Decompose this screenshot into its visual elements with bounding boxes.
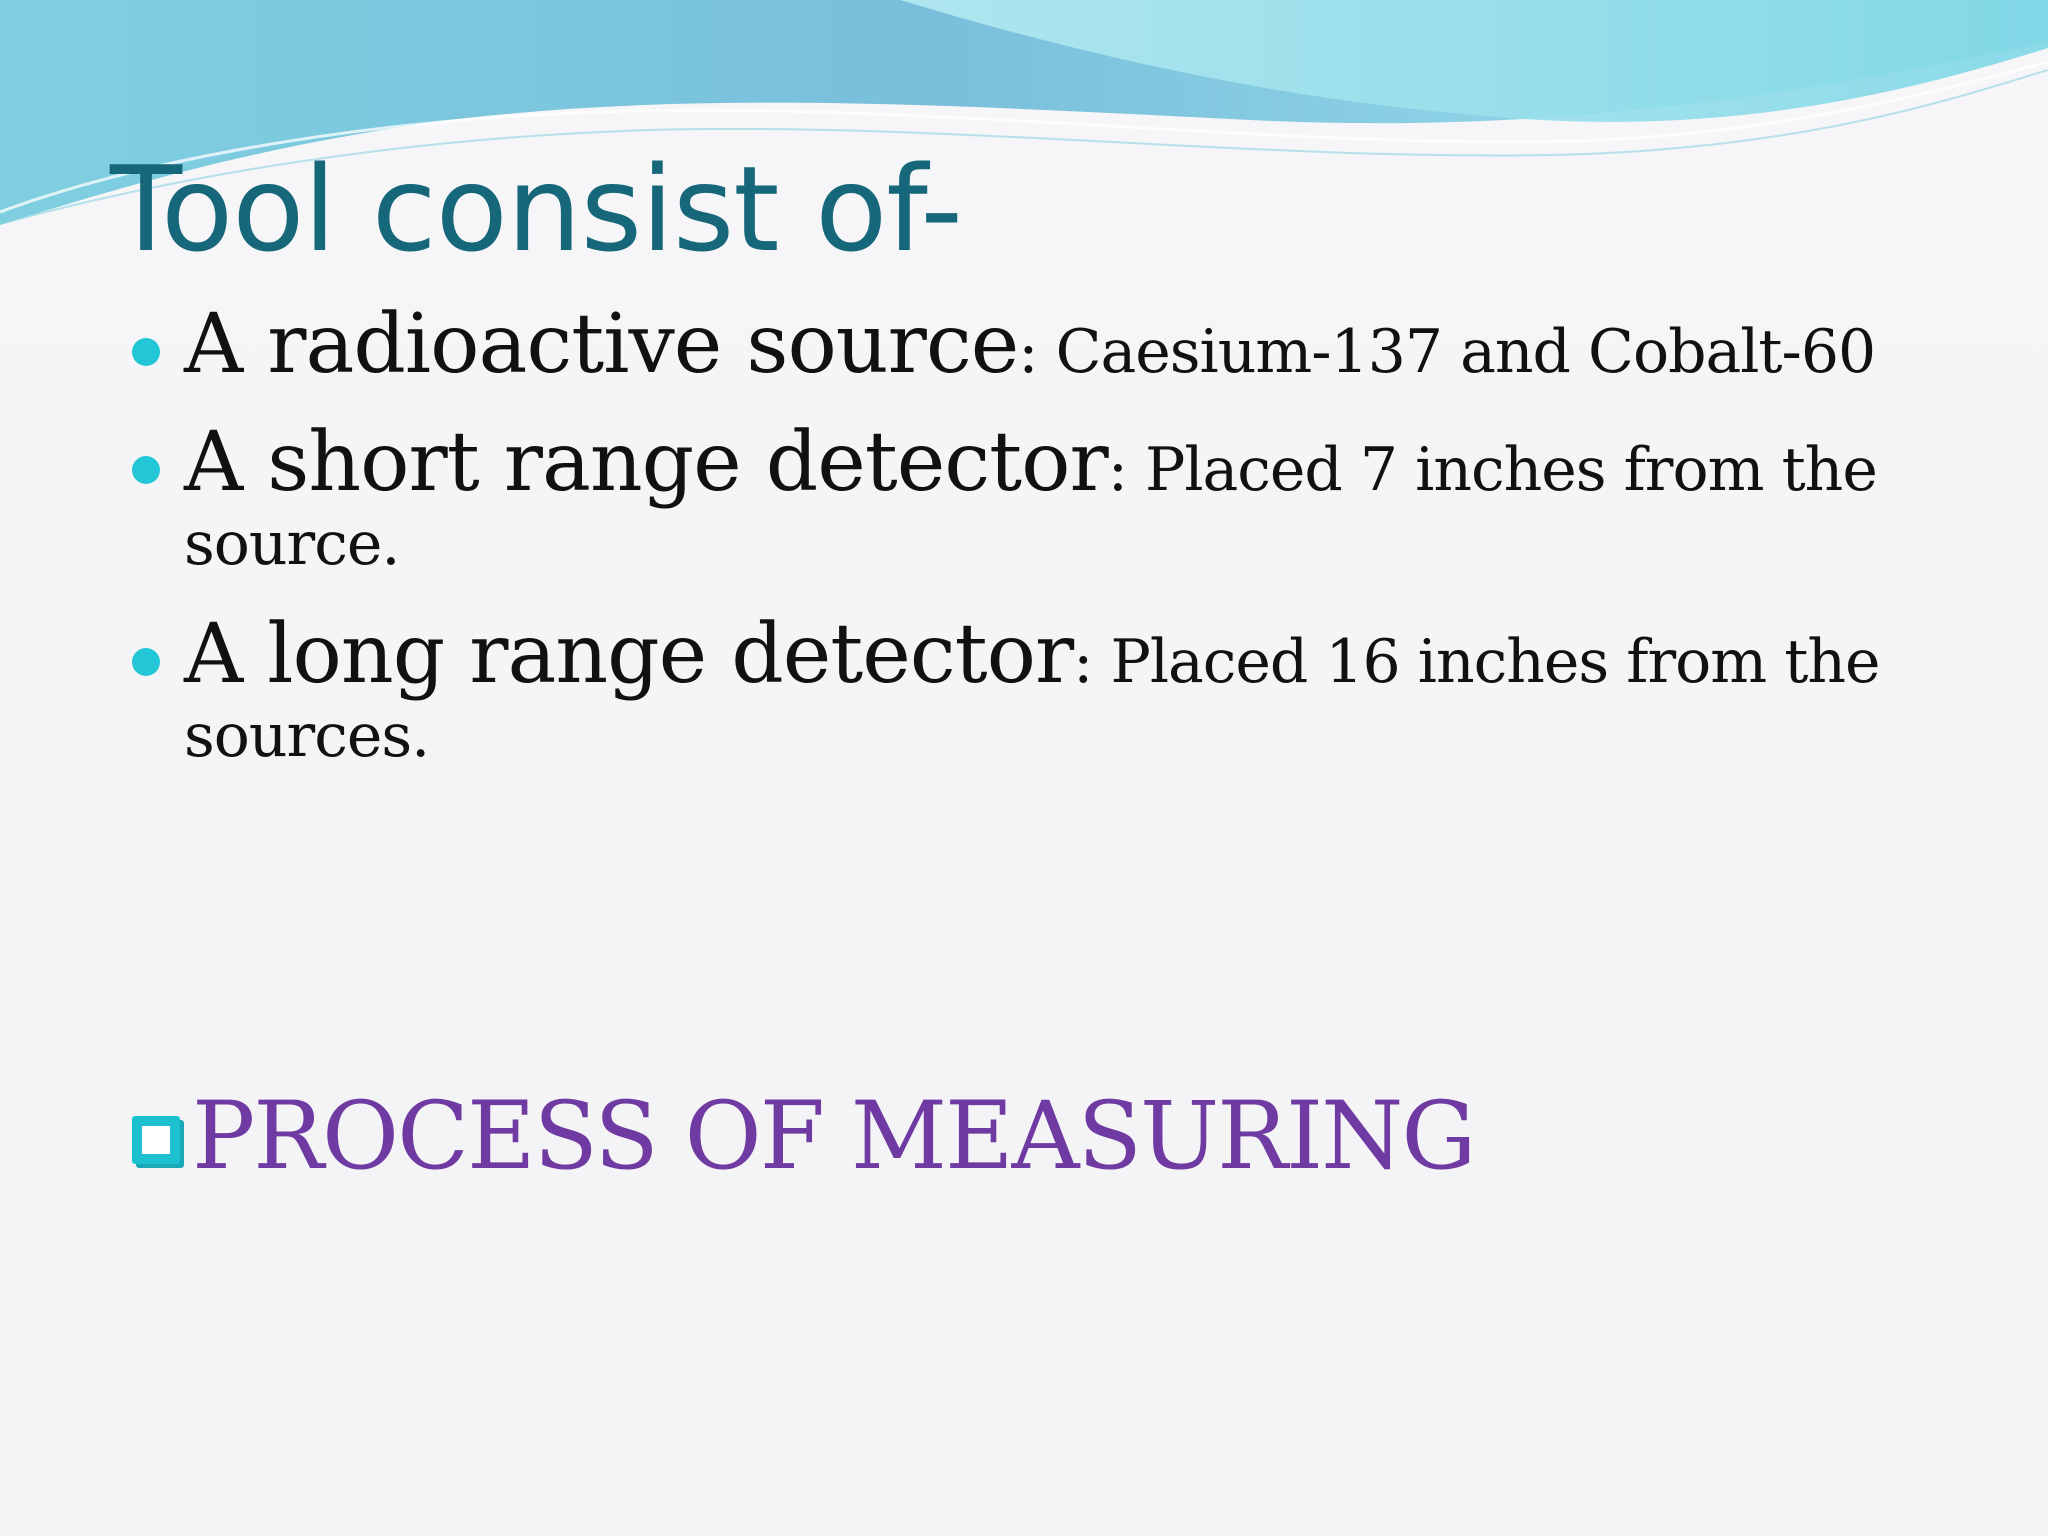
bullet-term: A long range detector: [184, 606, 1074, 702]
checkbox-square-icon: [132, 1116, 180, 1164]
bullet-item-long-range-detector: [130, 606, 2010, 773]
bullet-list: [130, 297, 2010, 801]
bullet-dot-icon: [132, 456, 160, 484]
bullet-description: : Placed 7 inches from the source.: [184, 435, 1877, 580]
section-heading-text: PROCESS OF MEASURING: [192, 1082, 1475, 1191]
bullet-term: A short range detector: [184, 415, 1108, 511]
bullet-item-radioactive-source: [130, 297, 2010, 392]
bullet-dot-icon: [132, 648, 160, 676]
section-heading: [132, 1082, 1475, 1191]
bullet-dot-icon: [132, 338, 160, 366]
bullet-term: A radioactive source: [184, 297, 1019, 392]
bullet-item-short-range-detector: [130, 415, 2010, 581]
bullet-description: : Placed 16 inches from the sources.: [184, 626, 1880, 771]
slide-title: Tool consist of-: [110, 140, 962, 278]
bullet-description: : Caesium-137 and Cobalt-60: [1018, 317, 1876, 387]
